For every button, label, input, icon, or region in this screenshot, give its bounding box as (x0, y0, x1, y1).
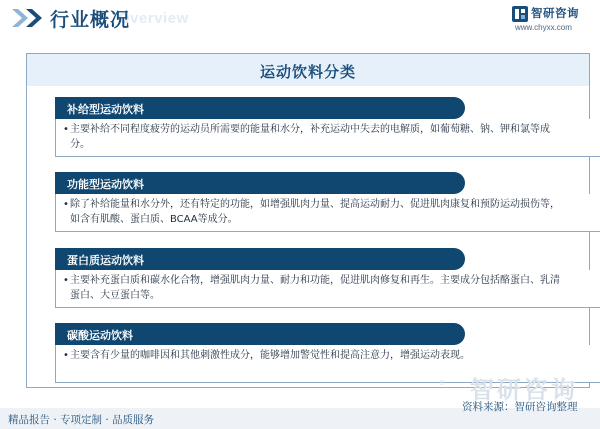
header (0, 0, 600, 36)
footer-slogan: 精品报告 · 专项定制 · 品质服务 (8, 414, 155, 426)
category-body (55, 119, 600, 157)
bullet-dot: • (63, 124, 69, 135)
watermark-logo-icon (440, 370, 466, 396)
bullet-dot: • (63, 350, 69, 361)
category-header (55, 323, 465, 345)
brand-logo-icon (512, 6, 528, 22)
category-body (55, 270, 600, 308)
category-text: 主要补给不同程度疲劳的运动员所需要的能量和水分，补充运动中失去的电解质，如葡萄糖、钠、钾和氯等成分。 (70, 124, 550, 150)
page-title: 行业概况 (50, 9, 131, 31)
category-label: 补给型运动饮料 (67, 103, 144, 116)
category-text: 主要含有少量的咖啡因和其他刺激性成分，能够增加警觉性和提高注意力，增强运动表现。 (70, 350, 470, 361)
category-label: 功能型运动饮料 (67, 178, 144, 191)
bullet-dot: • (63, 199, 69, 210)
classification-panel (26, 53, 590, 388)
footer-source: 资料来源：智研咨询整理 (462, 401, 578, 413)
panel-title: 运动饮料分类 (259, 63, 356, 81)
category-text: 主要补充蛋白质和碳水化合物，增强肌肉力量、耐力和功能，促进肌肉修复和再生。主要成分包括酪蛋白、乳清蛋白、大豆蛋白等。 (70, 275, 560, 301)
double-chevron-icon (10, 9, 46, 27)
panel-title-bar (27, 54, 589, 86)
category-header (55, 248, 465, 270)
header-watermark: Overview (118, 10, 189, 27)
bullet-dot: • (63, 275, 69, 286)
category-label: 碳酸运动饮料 (67, 329, 133, 342)
category-label: 蛋白质运动饮料 (67, 254, 144, 267)
brand-name: 智研咨询 (531, 6, 579, 20)
category-header (55, 97, 465, 119)
category-body (55, 194, 600, 232)
category-text: 除了补给能量和水分外，还有特定的功能，如增强肌肉力量、提高运动耐力、促进肌肉康复和预防运动损伤等，如含有肌酸、蛋白质、BCAA等成分。 (70, 199, 560, 225)
category-header (55, 172, 465, 194)
brand-url: www.chyxx.com (515, 23, 572, 32)
watermark-text: 智研咨询 (470, 376, 578, 404)
